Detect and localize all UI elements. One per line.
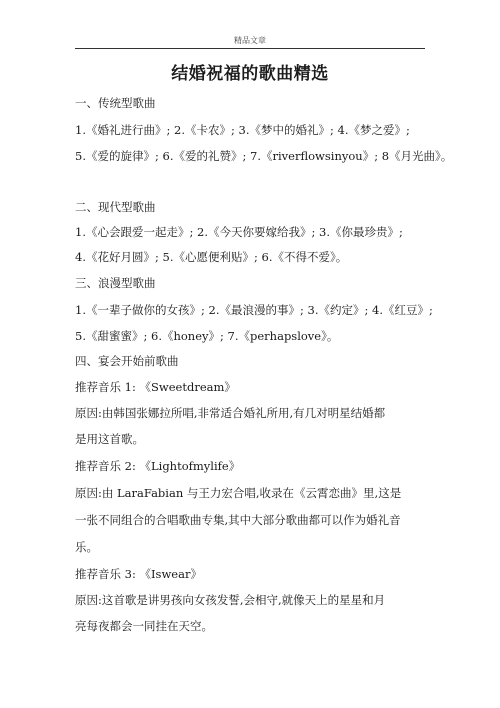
- recommendation-reason-line: 原因:由韩国张娜拉所唱,非常适合婚礼所用,有几对明星结婚都: [75, 406, 386, 420]
- recommended-song-label: 推荐音乐 1: 《Sweetdream》: [75, 380, 236, 394]
- recommendation-reason-line: 原因:这首歌是讲男孩向女孩发誓,会相守,就像天上的星星和月: [75, 593, 386, 607]
- recommendation-reason-line: 原因:由 LaraFabian 与王力宏合唱,收录在《云霄恋曲》里,这是: [75, 486, 402, 500]
- recommendation-reason-line: 是用这首歌。: [75, 432, 144, 446]
- recommendation-reason-line: 乐。: [75, 540, 98, 554]
- song-list-line: 1.《婚礼进行曲》; 2.《卡农》; 3.《梦中的婚礼》; 4.《梦之爱》;: [75, 123, 410, 137]
- song-list-line: 5.《甜蜜蜜》; 6.《honey》; 7.《perhapslove》。: [75, 329, 339, 343]
- song-list-line: 5.《爱的旋律》; 6.《爱的礼赞》; 7.《riverflowsinyou》; 8《月光曲》。: [75, 149, 453, 163]
- song-list-line: 1.《心会跟爱一起走》; 2.《今天你要嫁给我》; 3.《你最珍贵》;: [75, 225, 403, 239]
- recommended-song-label: 推荐音乐 3: 《Iswear》: [75, 567, 202, 581]
- recommendation-reason-line: 亮每夜都会一同挂在天空。: [75, 619, 213, 633]
- section-heading-banquet: 四、宴会开始前歌曲: [75, 354, 179, 368]
- section-heading-modern: 二、现代型歌曲: [75, 200, 156, 214]
- page-title: 结婚祝福的歌曲精选: [171, 64, 329, 84]
- song-list-line: 1.《一辈子做你的女孩》; 2.《最浪漫的事》; 3.《约定》; 4.《红豆》;: [75, 303, 433, 317]
- header-rule: [75, 48, 425, 49]
- recommended-song-label: 推荐音乐 2: 《Lightofmylife》: [75, 459, 241, 473]
- header-label: 精品文章: [234, 36, 266, 45]
- recommendation-reason-line: 一张不同组合的合唱歌曲专集,其中大部分歌曲都可以作为婚礼音: [75, 513, 401, 527]
- section-heading-romantic: 三、浪漫型歌曲: [75, 276, 156, 290]
- section-heading-traditional: 一、传统型歌曲: [75, 96, 156, 110]
- song-list-line: 4.《花好月圆》; 5.《心愿便利贴》; 6.《不得不爱》。: [75, 250, 348, 264]
